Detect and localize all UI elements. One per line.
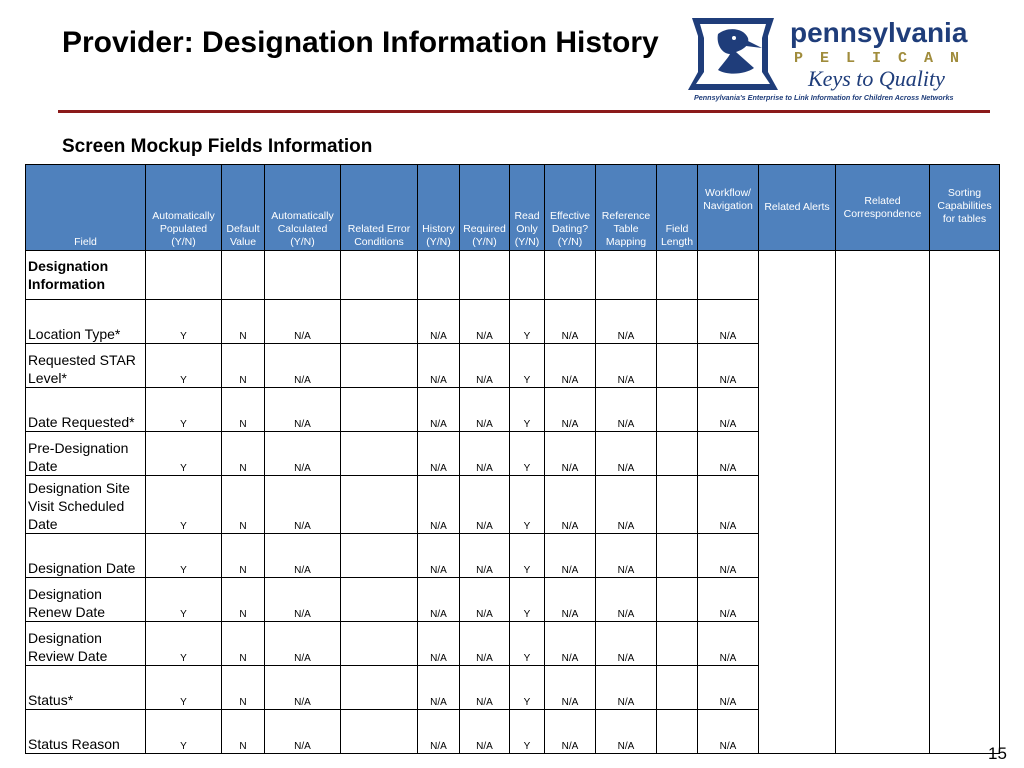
column-header: Related Correspondence bbox=[836, 165, 930, 251]
section-subtitle: Screen Mockup Fields Information bbox=[62, 136, 373, 157]
value-cell bbox=[341, 578, 418, 622]
value-cell: N/A bbox=[698, 344, 759, 388]
value-cell: N/A bbox=[698, 578, 759, 622]
field-name-cell: Status Reason bbox=[26, 710, 146, 754]
field-name-cell: Date Requested* bbox=[26, 388, 146, 432]
value-cell: N/A bbox=[265, 300, 341, 344]
value-cell: N/A bbox=[698, 300, 759, 344]
value-cell: N/A bbox=[596, 432, 657, 476]
column-header: Required (Y/N) bbox=[460, 165, 510, 251]
value-cell: N/A bbox=[460, 622, 510, 666]
value-cell: Y bbox=[510, 476, 545, 534]
value-cell bbox=[341, 622, 418, 666]
value-cell: N/A bbox=[596, 300, 657, 344]
value-cell: N/A bbox=[460, 344, 510, 388]
value-cell: Y bbox=[510, 666, 545, 710]
value-cell bbox=[657, 622, 698, 666]
value-cell: N/A bbox=[698, 432, 759, 476]
column-header: Automatically Calculated (Y/N) bbox=[265, 165, 341, 251]
value-cell: N/A bbox=[460, 388, 510, 432]
value-cell: N/A bbox=[460, 432, 510, 476]
value-cell: N/A bbox=[698, 534, 759, 578]
value-cell bbox=[341, 534, 418, 578]
value-cell: Y bbox=[146, 388, 222, 432]
column-header: Related Alerts bbox=[759, 165, 836, 251]
value-cell: Y bbox=[510, 622, 545, 666]
value-cell: N/A bbox=[418, 578, 460, 622]
column-header: Related Error Conditions bbox=[341, 165, 418, 251]
value-cell bbox=[341, 344, 418, 388]
value-cell: N bbox=[222, 534, 265, 578]
column-header: Workflow/ Navigation bbox=[698, 165, 759, 251]
value-cell: Y bbox=[146, 300, 222, 344]
value-cell: N/A bbox=[596, 710, 657, 754]
field-name-cell: Status* bbox=[26, 666, 146, 710]
field-name-cell: Designation Renew Date bbox=[26, 578, 146, 622]
column-header: Automatically Populated (Y/N) bbox=[146, 165, 222, 251]
value-cell bbox=[341, 432, 418, 476]
value-cell: N/A bbox=[265, 666, 341, 710]
value-cell: N/A bbox=[545, 578, 596, 622]
value-cell: N/A bbox=[596, 578, 657, 622]
value-cell: N/A bbox=[418, 300, 460, 344]
value-cell bbox=[657, 710, 698, 754]
field-name-cell: Designation Date bbox=[26, 534, 146, 578]
value-cell: N/A bbox=[698, 476, 759, 534]
column-header: Sorting Capabilities for tables bbox=[930, 165, 1000, 251]
value-cell: N/A bbox=[698, 710, 759, 754]
value-cell: N/A bbox=[698, 622, 759, 666]
value-cell: N/A bbox=[698, 666, 759, 710]
value-cell: N/A bbox=[265, 388, 341, 432]
section-row bbox=[26, 251, 1000, 300]
value-cell: Y bbox=[510, 710, 545, 754]
value-cell bbox=[657, 666, 698, 710]
value-cell: N/A bbox=[265, 710, 341, 754]
value-cell: N/A bbox=[418, 476, 460, 534]
value-cell: Y bbox=[510, 388, 545, 432]
value-cell: N/A bbox=[265, 432, 341, 476]
value-cell: Y bbox=[510, 344, 545, 388]
table-header-row bbox=[26, 165, 1000, 251]
title-divider bbox=[58, 110, 990, 113]
value-cell: N/A bbox=[418, 432, 460, 476]
value-cell: N/A bbox=[545, 710, 596, 754]
value-cell: Y bbox=[510, 534, 545, 578]
column-header: Field Length bbox=[657, 165, 698, 251]
column-header: Reference Table Mapping bbox=[596, 165, 657, 251]
section-label: Designation Information bbox=[26, 251, 146, 300]
value-cell: N bbox=[222, 344, 265, 388]
value-cell: Y bbox=[146, 666, 222, 710]
value-cell bbox=[657, 432, 698, 476]
value-cell: Y bbox=[510, 300, 545, 344]
page-title: Provider: Designation Information History bbox=[62, 26, 659, 59]
related-correspondence-cell bbox=[836, 251, 930, 754]
value-cell: Y bbox=[510, 578, 545, 622]
value-cell: N/A bbox=[265, 578, 341, 622]
value-cell: N/A bbox=[418, 710, 460, 754]
value-cell bbox=[341, 666, 418, 710]
logo-word-pelican: P E L I C A N bbox=[794, 50, 964, 67]
value-cell: Y bbox=[146, 622, 222, 666]
logo-word-pennsylvania: pennsylvania bbox=[790, 17, 968, 48]
value-cell: N/A bbox=[596, 388, 657, 432]
value-cell: N/A bbox=[545, 476, 596, 534]
value-cell: N/A bbox=[596, 344, 657, 388]
column-header: Read Only (Y/N) bbox=[510, 165, 545, 251]
value-cell: N bbox=[222, 300, 265, 344]
column-header: Field bbox=[26, 165, 146, 251]
value-cell bbox=[341, 476, 418, 534]
value-cell: N/A bbox=[698, 388, 759, 432]
fields-table bbox=[25, 164, 1000, 754]
value-cell: N/A bbox=[596, 534, 657, 578]
pennsylvania-pelican-logo bbox=[688, 14, 1010, 102]
field-name-cell: Location Type* bbox=[26, 300, 146, 344]
value-cell bbox=[657, 344, 698, 388]
value-cell: N/A bbox=[596, 476, 657, 534]
value-cell bbox=[341, 300, 418, 344]
value-cell: N/A bbox=[545, 344, 596, 388]
field-name-cell: Designation Site Visit Scheduled Date bbox=[26, 476, 146, 534]
value-cell: N/A bbox=[418, 666, 460, 710]
field-name-cell: Pre-Designation Date bbox=[26, 432, 146, 476]
value-cell: N bbox=[222, 710, 265, 754]
value-cell: N/A bbox=[596, 622, 657, 666]
value-cell bbox=[657, 388, 698, 432]
value-cell: N/A bbox=[545, 622, 596, 666]
value-cell: N bbox=[222, 388, 265, 432]
value-cell: N/A bbox=[265, 476, 341, 534]
value-cell: N/A bbox=[418, 622, 460, 666]
value-cell bbox=[657, 300, 698, 344]
value-cell: N/A bbox=[460, 476, 510, 534]
value-cell: N/A bbox=[418, 344, 460, 388]
value-cell: N/A bbox=[460, 300, 510, 344]
value-cell: N/A bbox=[418, 388, 460, 432]
value-cell bbox=[341, 388, 418, 432]
value-cell bbox=[657, 476, 698, 534]
value-cell: N/A bbox=[460, 534, 510, 578]
value-cell: N/A bbox=[460, 710, 510, 754]
field-name-cell: Requested STAR Level* bbox=[26, 344, 146, 388]
value-cell: N/A bbox=[460, 578, 510, 622]
value-cell: N bbox=[222, 476, 265, 534]
value-cell: N/A bbox=[545, 300, 596, 344]
column-header: Effective Dating? (Y/N) bbox=[545, 165, 596, 251]
value-cell: Y bbox=[146, 710, 222, 754]
value-cell bbox=[657, 534, 698, 578]
column-header: Default Value bbox=[222, 165, 265, 251]
value-cell: N bbox=[222, 666, 265, 710]
value-cell: Y bbox=[146, 344, 222, 388]
sorting-capabilities-cell bbox=[930, 251, 1000, 754]
value-cell: N/A bbox=[545, 388, 596, 432]
value-cell: Y bbox=[510, 432, 545, 476]
value-cell: N/A bbox=[545, 666, 596, 710]
value-cell bbox=[657, 578, 698, 622]
value-cell: N bbox=[222, 578, 265, 622]
value-cell: Y bbox=[146, 578, 222, 622]
value-cell: N/A bbox=[265, 344, 341, 388]
page-number: 15 bbox=[988, 744, 1007, 763]
value-cell: Y bbox=[146, 432, 222, 476]
value-cell: N/A bbox=[545, 432, 596, 476]
value-cell bbox=[341, 710, 418, 754]
value-cell: N/A bbox=[418, 534, 460, 578]
value-cell: N/A bbox=[545, 534, 596, 578]
value-cell: N/A bbox=[596, 666, 657, 710]
value-cell: Y bbox=[146, 476, 222, 534]
value-cell: Y bbox=[146, 534, 222, 578]
value-cell: N/A bbox=[265, 534, 341, 578]
field-name-cell: Designation Review Date bbox=[26, 622, 146, 666]
value-cell: N bbox=[222, 622, 265, 666]
logo-tagline: Pennsylvania's Enterprise to Link Information for Children Across Networks bbox=[694, 93, 954, 102]
value-cell: N/A bbox=[460, 666, 510, 710]
value-cell: N bbox=[222, 432, 265, 476]
related-alerts-cell bbox=[759, 251, 836, 754]
logo-word-keys: Keys to Quality bbox=[808, 66, 945, 91]
column-header: History (Y/N) bbox=[418, 165, 460, 251]
value-cell: N/A bbox=[265, 622, 341, 666]
